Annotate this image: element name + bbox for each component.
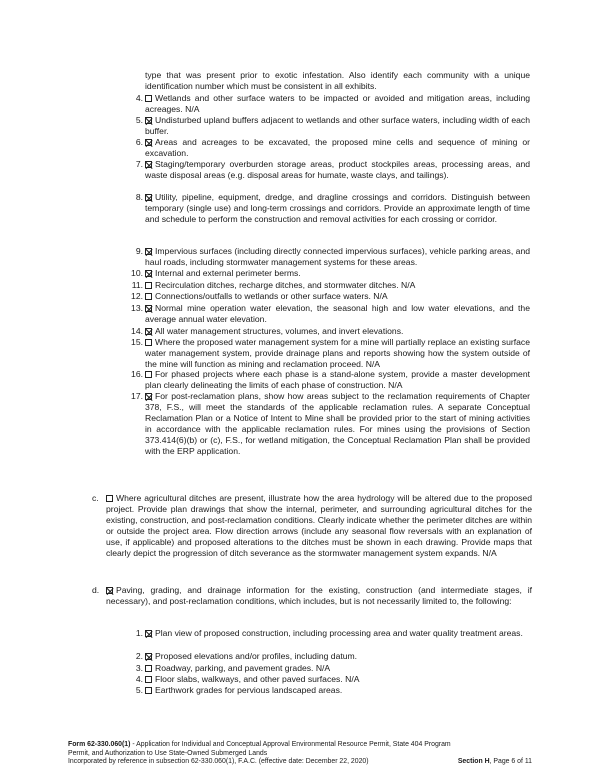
item-text: Connections/outfalls to wetlands or other surface waters. N/A [155, 291, 388, 301]
item-text: Normal mine operation water elevation, the seasonal high and low water elevations, and the average annual water elevation. [145, 303, 530, 324]
item-text: Where the proposed water management system for a mine will partially replace an existing surface water management system, provide drainage plans and reports showing how the system outside of the mine will function as mining and reclamation proceed. N/A [145, 337, 530, 369]
item-checkbox[interactable] [145, 293, 152, 300]
checklist-item [121, 391, 530, 457]
item-text: All water management structures, volumes, and invert elevations. [155, 326, 404, 336]
checklist-item [121, 685, 530, 696]
item-checkbox[interactable] [145, 139, 152, 146]
item-number: 12. [131, 291, 143, 301]
page-number: Section H, Page 6 of 11 [457, 758, 532, 766]
item-number: 5. [135, 685, 143, 695]
item-number: 15. [131, 337, 143, 347]
footer-line1: - Application for Individual and Conceptual Approval Environmental Resource Permit, State 404 Program [130, 741, 451, 748]
item-number: 8. [135, 192, 143, 202]
item-checkbox[interactable] [145, 305, 152, 312]
item-text: Recirculation ditches, recharge ditches, and stormwater ditches. N/A [155, 280, 416, 290]
checklist-item [121, 303, 530, 325]
checklist-item [121, 280, 530, 291]
section-d [92, 585, 532, 607]
item-checkbox[interactable] [145, 270, 152, 277]
item-checkbox[interactable] [145, 161, 152, 168]
item-checkbox[interactable] [145, 665, 152, 672]
item-text: Proposed elevations and/or profiles, including datum. [155, 651, 358, 661]
item-number: 4. [135, 93, 143, 103]
item-number: 5. [135, 115, 143, 125]
checklist-item [121, 159, 530, 181]
item-number: 1. [135, 628, 143, 638]
item-checkbox[interactable] [145, 194, 152, 201]
section-c-letter: c. [92, 493, 99, 503]
checklist-item [121, 674, 530, 685]
section-c-text: Where agricultural ditches are present, illustrate how the area hydrology will be altered due to the proposed project. Provide plan drawings that show the internal, perimeter, and surrounding agricultural ditches for the existing, construction, and post-reclamation conditions. Clearly indicate whether the perimeter ditches are within or outside the project area. Flow direction arrows (include any seasonal flow reversals with an explanation of use, if applicable) and proposed alterations to the ditches must be shown in each drawing. Provide maps that clearly depict the progression of ditch severance as the stormwater management system expands. N/A [106, 493, 532, 558]
checklist-item [121, 326, 530, 337]
item-number: 7. [135, 159, 143, 169]
item-number: 13. [131, 303, 143, 313]
checklist-item [121, 268, 530, 279]
checklist-item [121, 137, 530, 159]
item-text: For phased projects where each phase is a stand-alone system, provide a master development plan clearly delineating the limits of each phase of construction. N/A [145, 369, 530, 390]
item-number: 3. [135, 663, 143, 673]
checklist-item [121, 651, 530, 662]
item-text: Staging/temporary overburden storage areas, product stockpiles areas, processing areas, and waste disposal areas (e.g. disposal areas for humate, waste clays, and tailings). [145, 159, 530, 180]
item-checkbox[interactable] [145, 95, 152, 102]
checklist-item [121, 115, 530, 137]
item-text: Plan view of proposed construction, including processing area and water quality treatment areas. [155, 628, 523, 638]
continued-text: type that was present prior to exotic infestation. Also identify each community with a unique identification number which must be consistent in all exhibits. [145, 70, 530, 91]
item-checkbox[interactable] [145, 630, 152, 637]
item-number: 10. [131, 268, 143, 278]
item-number: 9. [135, 246, 143, 256]
checklist-item [121, 369, 530, 391]
section-d-letter: d. [92, 585, 100, 595]
item-checkbox[interactable] [145, 339, 152, 346]
item-checkbox[interactable] [145, 687, 152, 694]
checklist-item [121, 291, 530, 302]
item-checkbox[interactable] [145, 676, 152, 683]
section-c-checkbox[interactable] [106, 495, 113, 502]
checklist-item [121, 663, 530, 674]
item-text: For post-reclamation plans, show how areas subject to the reclamation requirements of Chapter 378, F.S., will meet the standards of the applicable reclamation rules. A separate Conceptual Reclamation Plan or a Notice of Intent to Mine shall be provided prior to the start of mining activities in accordance with the applicable reclamation rules. For mines using the provisions of Section 373.414(6)(b) or (c), F.S., for wetland mitigation, the Conceptual Reclamation Plan shall be provided with the ERP application. [145, 391, 530, 456]
item-checkbox[interactable] [145, 248, 152, 255]
footer-line2: Permit, and Authorization to Use State-Owned Submerged Lands [68, 749, 268, 757]
footer-line3: Incorporated by reference in subsection 62-330.060(1), F.A.C. (effective date: December 22, 2020) [68, 758, 369, 766]
item-text: Roadway, parking, and pavement grades. N/A [155, 663, 331, 673]
section-d-text: Paving, grading, and drainage information for the existing, construction (and intermediate stages, if necessary), and post-reclamation conditions, which includes, but is not necessarily limited to, the following: [106, 585, 532, 606]
item-number: 4. [135, 674, 143, 684]
section-d-checkbox[interactable] [106, 587, 113, 594]
item-text: Wetlands and other surface waters to be impacted or avoided and mitigation areas, including acreages. N/A [145, 93, 530, 114]
item-text: Impervious surfaces (including directly connected impervious surfaces), vehicle parking areas, and haul roads, including stormwater management systems for these areas. [145, 246, 530, 267]
section-c [92, 493, 532, 559]
item-checkbox[interactable] [145, 393, 152, 400]
item-checkbox[interactable] [145, 328, 152, 335]
item-checkbox[interactable] [145, 282, 152, 289]
checklist-item [121, 628, 530, 639]
item-number: 16. [131, 369, 143, 379]
item-number: 11. [131, 280, 143, 290]
item-text: Utility, pipeline, equipment, dredge, and dragline crossings and corridors. Distinguish between temporary (single use) and long-term crossings and corridors. Provide an approximate length of time and schedule to perform the construction and removal activities for each crossing or corridor. [145, 192, 530, 224]
page-footer [68, 741, 532, 767]
checklist-item [121, 337, 530, 370]
item-text: Earthwork grades for pervious landscaped areas. [155, 685, 343, 695]
item-text: Internal and external perimeter berms. [155, 268, 301, 278]
checklist-item [121, 93, 530, 115]
item-text: Floor slabs, walkways, and other paved surfaces. N/A [155, 674, 360, 684]
item-checkbox[interactable] [145, 117, 152, 124]
item-checkbox[interactable] [145, 371, 152, 378]
checklist-item [121, 192, 530, 225]
item-text: Undisturbed upland buffers adjacent to wetlands and other surface waters, including width of each buffer. [145, 115, 530, 136]
item-checkbox[interactable] [145, 653, 152, 660]
item-number: 6. [135, 137, 143, 147]
item-number: 2. [135, 651, 143, 661]
item-text: Areas and acreages to be excavated, the proposed mine cells and sequence of mining or excavation. [145, 137, 530, 158]
item-number: 14. [131, 326, 143, 336]
item-number: 17. [131, 391, 143, 401]
checklist-item [121, 246, 530, 268]
form-id: Form 62-330.060(1) [68, 741, 131, 748]
